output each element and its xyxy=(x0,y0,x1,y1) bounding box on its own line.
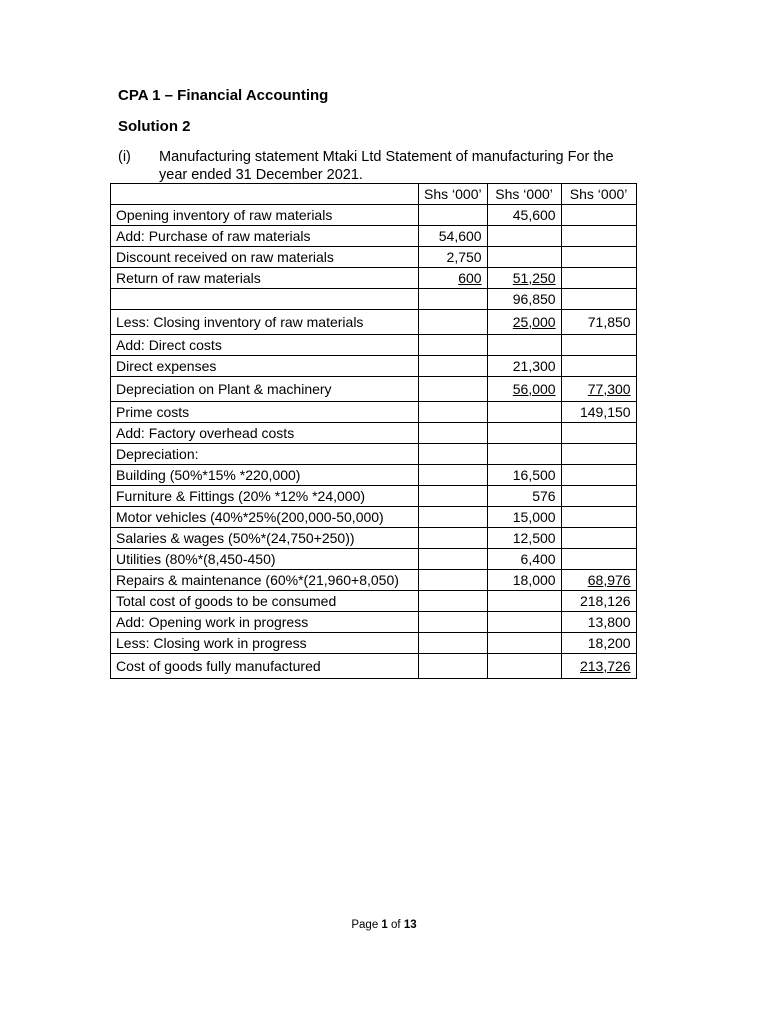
row-label xyxy=(111,444,419,465)
row-label-text: Add: Purchase of raw materials xyxy=(116,227,311,244)
amount-cell xyxy=(419,402,488,423)
amount-value: 71,850 xyxy=(587,313,631,330)
amount-cell xyxy=(561,247,636,268)
amount-value: 576 xyxy=(532,487,556,504)
row-label-text: Furniture & Fittings (20% *12% *24,000) xyxy=(116,487,366,504)
amount-cell xyxy=(561,465,636,486)
amount-cell xyxy=(561,335,636,356)
amount-cell xyxy=(487,268,561,289)
amount-cell xyxy=(419,612,488,633)
header-cell: Shs ‘000’ xyxy=(561,184,636,205)
solution-heading: Solution 2 xyxy=(118,118,191,135)
row-label xyxy=(111,570,419,591)
amount-cell xyxy=(561,486,636,507)
row-label-text: Repairs & maintenance (60%*(21,960+8,050) xyxy=(116,571,399,588)
row-label xyxy=(111,549,419,570)
table-row xyxy=(111,423,637,444)
row-label-text: Add: Opening work in progress xyxy=(116,613,309,630)
page-footer xyxy=(0,919,768,931)
table-row xyxy=(111,528,637,549)
table-row xyxy=(111,356,637,377)
table-row xyxy=(111,549,637,570)
table-row xyxy=(111,310,637,335)
amount-cell xyxy=(561,612,636,633)
header-cell: Shs ‘000’ xyxy=(487,184,561,205)
row-label-text: Total cost of goods to be consumed xyxy=(116,592,337,609)
amount-cell xyxy=(561,356,636,377)
amount-value: 600 xyxy=(458,269,482,286)
amount-value: 149,150 xyxy=(579,403,631,420)
row-label xyxy=(111,633,419,654)
amount-cell xyxy=(419,247,488,268)
amount-cell xyxy=(487,528,561,549)
amount-cell xyxy=(561,444,636,465)
amount-cell xyxy=(419,226,488,247)
row-label xyxy=(111,356,419,377)
row-label xyxy=(111,465,419,486)
row-label-text: Depreciation on Plant & machinery xyxy=(116,380,332,397)
amount-cell xyxy=(561,268,636,289)
row-label xyxy=(111,507,419,528)
amount-value: 16,500 xyxy=(512,466,556,483)
row-label xyxy=(111,268,419,289)
amount-cell xyxy=(561,205,636,226)
amount-cell xyxy=(487,444,561,465)
amount-cell xyxy=(419,335,488,356)
page-number: 1 xyxy=(381,919,388,931)
amount-value: 77,300 xyxy=(587,380,631,397)
total-pages: 13 xyxy=(403,919,417,931)
table-row xyxy=(111,570,637,591)
amount-cell xyxy=(487,310,561,335)
amount-cell xyxy=(487,356,561,377)
table-row xyxy=(111,402,637,423)
table-row xyxy=(111,507,637,528)
amount-cell xyxy=(419,528,488,549)
amount-cell xyxy=(419,465,488,486)
row-label xyxy=(111,654,419,679)
row-label-text: Add: Factory overhead costs xyxy=(116,424,295,441)
row-label-text: Less: Closing inventory of raw materials xyxy=(116,313,364,330)
amount-value: 2,750 xyxy=(446,248,482,265)
amount-cell xyxy=(561,507,636,528)
table-row xyxy=(111,377,637,402)
row-label-text: Less: Closing work in progress xyxy=(116,634,307,651)
page-word: Page xyxy=(351,919,379,931)
amount-cell xyxy=(561,633,636,654)
amount-cell xyxy=(561,377,636,402)
manufacturing-statement-table xyxy=(110,183,637,679)
row-label-text: Cost of goods fully manufactured xyxy=(116,657,321,674)
part-text: Manufacturing statement Mtaki Ltd Statement of manufacturing For the year ended 31 December 2021. xyxy=(159,149,614,183)
amount-cell xyxy=(419,205,488,226)
amount-cell xyxy=(487,226,561,247)
row-label-text: Motor vehicles (40%*25%(200,000-50,000) xyxy=(116,508,384,525)
table-row xyxy=(111,486,637,507)
row-label-text: Utilities (80%*(8,450-450) xyxy=(116,550,276,567)
amount-cell xyxy=(419,570,488,591)
amount-cell xyxy=(419,356,488,377)
amount-cell xyxy=(487,289,561,310)
amount-value: 21,300 xyxy=(512,357,556,374)
amount-cell xyxy=(419,268,488,289)
row-label xyxy=(111,423,419,444)
amount-cell xyxy=(419,289,488,310)
amount-cell xyxy=(419,633,488,654)
amount-cell xyxy=(487,205,561,226)
row-label xyxy=(111,402,419,423)
row-label xyxy=(111,335,419,356)
header-cell: Shs ‘000’ xyxy=(419,184,488,205)
amount-cell xyxy=(561,528,636,549)
amount-value: 6,400 xyxy=(520,550,556,567)
amount-cell xyxy=(419,549,488,570)
amount-value: 218,126 xyxy=(579,592,631,609)
amount-cell xyxy=(561,591,636,612)
amount-cell xyxy=(561,289,636,310)
amount-cell xyxy=(419,377,488,402)
amount-cell xyxy=(487,549,561,570)
amount-cell xyxy=(487,612,561,633)
amount-value: 96,850 xyxy=(512,290,556,307)
amount-cell xyxy=(487,570,561,591)
row-label-text: Salaries & wages (50%*(24,750+250)) xyxy=(116,529,355,546)
row-label-text: Discount received on raw materials xyxy=(116,248,334,265)
amount-cell xyxy=(419,591,488,612)
document-title: CPA 1 – Financial Accounting xyxy=(118,87,329,104)
amount-cell xyxy=(419,310,488,335)
table-row xyxy=(111,268,637,289)
table-header-row xyxy=(111,184,637,205)
amount-cell xyxy=(561,423,636,444)
row-label-text: Prime costs xyxy=(116,403,190,420)
amount-value: 18,000 xyxy=(512,571,556,588)
header-cell xyxy=(111,184,419,205)
amount-value: 56,000 xyxy=(512,380,556,397)
row-label-text: Depreciation: xyxy=(116,445,199,462)
table-row xyxy=(111,247,637,268)
amount-cell xyxy=(419,444,488,465)
row-label-text: Return of raw materials xyxy=(116,269,261,286)
amount-cell xyxy=(561,226,636,247)
row-label xyxy=(111,310,419,335)
amount-value: 12,500 xyxy=(512,529,556,546)
row-label-text: Opening inventory of raw materials xyxy=(116,206,333,223)
part-label: (i) xyxy=(118,149,131,165)
amount-value: 213,726 xyxy=(579,657,631,674)
of-word: of xyxy=(391,919,401,931)
amount-cell xyxy=(561,402,636,423)
amount-value: 25,000 xyxy=(512,313,556,330)
row-label xyxy=(111,377,419,402)
row-label xyxy=(111,289,419,310)
table-row xyxy=(111,591,637,612)
row-label xyxy=(111,591,419,612)
amount-value: 68,976 xyxy=(587,571,631,588)
amount-cell xyxy=(487,591,561,612)
table-row xyxy=(111,612,637,633)
amount-cell xyxy=(419,654,488,679)
row-label-text: Add: Direct costs xyxy=(116,336,222,353)
row-label xyxy=(111,247,419,268)
amount-cell xyxy=(419,423,488,444)
amount-cell xyxy=(561,570,636,591)
table-row xyxy=(111,205,637,226)
amount-cell xyxy=(561,654,636,679)
amount-cell xyxy=(487,654,561,679)
amount-cell xyxy=(487,247,561,268)
row-label xyxy=(111,612,419,633)
amount-value: 18,200 xyxy=(587,634,631,651)
amount-cell xyxy=(487,507,561,528)
table-row xyxy=(111,633,637,654)
amount-cell xyxy=(487,486,561,507)
amount-cell xyxy=(487,423,561,444)
amount-cell xyxy=(487,633,561,654)
table-row xyxy=(111,654,637,679)
amount-value: 13,800 xyxy=(587,613,631,630)
amount-cell xyxy=(487,465,561,486)
amount-value: 15,000 xyxy=(512,508,556,525)
row-label xyxy=(111,205,419,226)
amount-cell xyxy=(487,402,561,423)
table-row xyxy=(111,226,637,247)
table-row xyxy=(111,335,637,356)
row-label xyxy=(111,486,419,507)
amount-value: 45,600 xyxy=(512,206,556,223)
row-label-text: Direct expenses xyxy=(116,357,217,374)
row-label xyxy=(111,226,419,247)
amount-cell xyxy=(561,549,636,570)
amount-cell xyxy=(487,377,561,402)
row-label-text: Building (50%*15% *220,000) xyxy=(116,466,301,483)
row-label xyxy=(111,528,419,549)
amount-cell xyxy=(561,310,636,335)
amount-cell xyxy=(487,335,561,356)
amount-cell xyxy=(419,507,488,528)
table-row xyxy=(111,465,637,486)
amount-cell xyxy=(419,486,488,507)
amount-value: 54,600 xyxy=(438,227,482,244)
amount-value: 51,250 xyxy=(512,269,556,286)
table-row xyxy=(111,444,637,465)
table-row xyxy=(111,289,637,310)
